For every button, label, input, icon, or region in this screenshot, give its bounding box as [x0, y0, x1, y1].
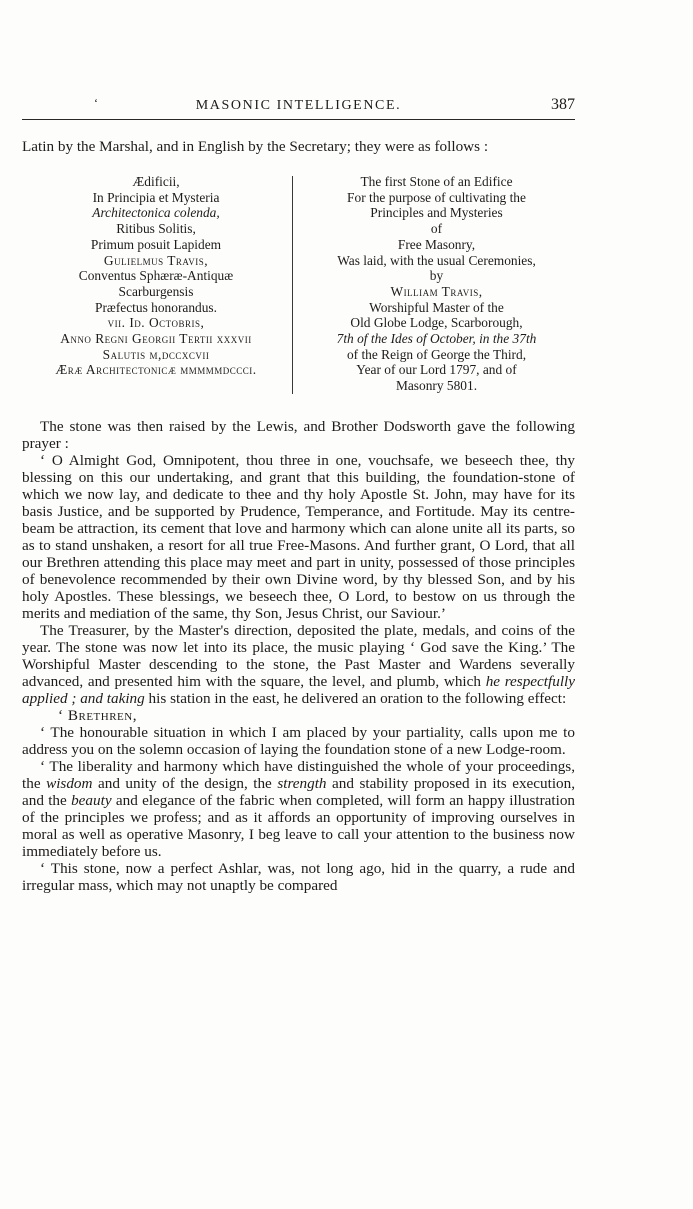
text-run: ‘ The liberality and harmony which have distinguished the whole of your proceedings, the: [22, 758, 575, 792]
english-line: The first Stone of an Edifice: [360, 174, 513, 189]
inscription-columns: [22, 174, 575, 414]
paragraph: The stone was then raised by the Lewis, and Brother Dodsworth gave the following prayer :: [22, 418, 575, 452]
english-line: 7th of the Ides of October, in the 37th: [336, 331, 537, 347]
column-divider: [292, 176, 293, 394]
english-line: William Travis,: [390, 283, 483, 299]
header-rule: [22, 119, 575, 120]
latin-line: Architectonica colenda,: [92, 205, 220, 221]
english-line: of: [430, 221, 443, 237]
english-line: For the purpose of cultivating the: [347, 189, 526, 205]
latin-line: vii. Id. Octobris,: [107, 315, 205, 331]
salutation: ‘ Brethren,: [58, 707, 138, 724]
header-mark: ‘: [94, 96, 98, 110]
text-run: and stability proposed in its execution, and the: [22, 775, 576, 809]
latin-line: Præfectus honorandus.: [95, 299, 217, 315]
paragraph: [22, 622, 575, 707]
running-header: [22, 96, 575, 116]
english-line: Old Globe Lodge, Scarborough,: [350, 315, 523, 331]
english-line: by: [429, 268, 444, 284]
latin-line: Primum posuit Lapidem: [90, 236, 222, 252]
latin-line: Conventus Sphæræ-Antiquæ: [78, 268, 234, 284]
english-line: of the Reign of George the Third,: [346, 346, 527, 362]
latin-line: Salutis m,dccxcvii: [102, 346, 210, 362]
text-run: his station in the east, he delivered an oration to the following effect:: [148, 690, 567, 707]
latin-line: Ritibus Solitis,: [116, 221, 196, 237]
text-run: and elegance of the fabric when completed, will form an happy illustration of the principles we profess; and as it affords an opportunity of improving ourselves in moral as well as operative Masonry, I beg leave to call your attention to the business now immediately before us.: [22, 792, 576, 860]
italic-word: wisdom: [46, 775, 93, 792]
italic-word: beauty: [71, 792, 112, 809]
english-line: Year of our Lord 1797, and of: [356, 362, 517, 378]
english-line: Was laid, with the usual Ceremonies,: [337, 252, 536, 268]
latin-inscription: [22, 174, 290, 378]
text-run: and unity of the design, the: [97, 775, 272, 792]
page-number: 387: [551, 96, 575, 113]
body-text: [22, 418, 575, 894]
paragraph: [22, 758, 575, 860]
prayer-paragraph: ‘ O Almight God, Omnipotent, thou three in one, vouchsafe, we beseech thee, thy blessing on this our undertaking, and grant that this building, the foundation-stone of which we now lay, and dedicate to thee and thy holy Apostle St. John, may have for its basis Justice, and be supported by Prudence, Temperance, and Fortitude. May its centre-beam be attraction, its cement that love and harmony which can alone unite all its parts, so as to stand unshaken, a resort for all true Free-Masons. And further grant, O Lord, that all our Brethren attending this place may meet and part in unity, possessed of those principles of benevolence recommended by their own Divine word, by thy blessed Son, and by his holy Apostles. These blessings, we beseech thee, O Lord, to bestow on us through the merits and mediation of the same, thy Son, Jesus Christ, our Saviour.’: [22, 452, 575, 622]
running-title: MASONIC INTELLIGENCE.: [195, 98, 402, 113]
paragraph: ‘ The honourable situation in which I am placed by your partiality, calls upon me to address you on the solemn occasion of laying the foundation stone of a new Lodge-room.: [22, 724, 575, 758]
paragraph: ‘ This stone, now a perfect Ashlar, was, not long ago, hid in the quarry, a rude and irregular mass, which may not unaptly be compared: [22, 860, 575, 894]
latin-line: Gulielmus Travis,: [103, 252, 209, 268]
latin-line: In Principia et Mysteria: [92, 189, 220, 205]
italic-word: strength: [277, 775, 327, 792]
latin-line: Æræ Architectonicæ mmmmmdccci.: [55, 362, 257, 378]
english-inscription: [298, 174, 575, 394]
latin-line: Scarburgensis: [118, 283, 194, 299]
intro-paragraph: Latin by the Marshal, and in English by the Secretary; they were as follows :: [22, 138, 489, 155]
english-line: Free Masonry,: [397, 236, 476, 252]
italic-run: he respectfully applied ; and taking: [22, 673, 575, 707]
english-line: Worshipful Master of the: [369, 299, 504, 315]
latin-line: Anno Regni Georgii Tertii xxxvii: [60, 331, 252, 347]
latin-line: Ædificii,: [132, 174, 180, 189]
text-run: The Treasurer, by the Master's direction, deposited the plate, medals, and coins of the year. The stone was now let into its place, the music playing ‘ God save the King.’ The Worshipful Master descending to the stone, the Past Master and Wardens severally advanced, and presented him with the square, the level, and plumb, which: [22, 622, 575, 690]
english-line: Masonry 5801.: [395, 378, 478, 394]
intro-text: [22, 138, 575, 155]
english-line: Principles and Mysteries: [370, 205, 503, 221]
